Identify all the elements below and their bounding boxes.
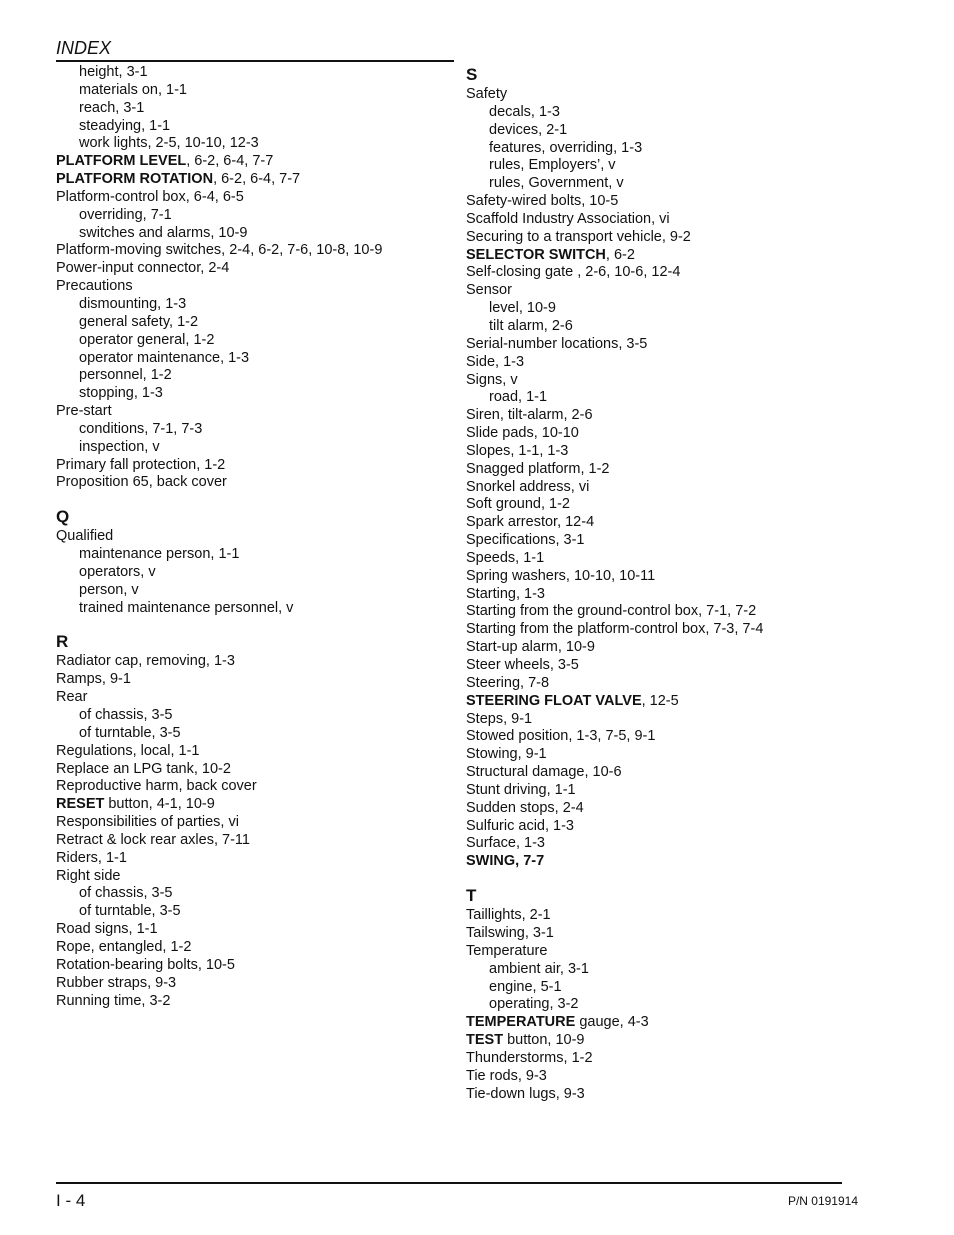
- index-subentry: rules, Government, v: [489, 175, 624, 192]
- index-entry: Rear: [56, 689, 88, 706]
- index-subentry: personnel, 1-2: [79, 367, 172, 384]
- page-number: I - 4: [56, 1191, 86, 1210]
- index-entry-keyword: TEST: [466, 1032, 504, 1049]
- index-subentry: of turntable, 3-5: [79, 724, 181, 741]
- index-entry: Signs, v: [466, 371, 518, 388]
- index-entry: Temperature: [466, 942, 548, 959]
- index-entry: Snorkel address, vi: [466, 478, 590, 495]
- index-entry: Tie rods, 9-3: [466, 1067, 547, 1084]
- index-subentry: maintenance person, 1-1: [79, 546, 240, 563]
- index-entry: Primary fall protection, 1-2: [56, 456, 226, 473]
- index-entry-pages: gauge, 4-3: [575, 1014, 649, 1031]
- index-entry: Steer wheels, 3-5: [466, 657, 579, 673]
- index-subentry: reach, 3-1: [79, 99, 145, 116]
- index-letter-heading: T: [466, 886, 477, 906]
- index-entry: Tailswing, 3-1: [466, 924, 554, 941]
- index-entry-pages: button, 10-9: [503, 1032, 585, 1049]
- index-entry: Safety-wired bolts, 10-5: [466, 193, 619, 210]
- index-entry: [56, 153, 451, 171]
- header-divider: [56, 60, 454, 62]
- index-entry-pages: , 12-5: [641, 692, 679, 709]
- index-entry: Safety: [466, 86, 508, 102]
- index-entry: Structural damage, 10-6: [466, 764, 622, 781]
- index-entry: [466, 247, 866, 265]
- index-entry-pages: button, 4-1, 10-9: [104, 796, 215, 813]
- index-subentry: stopping, 1-3: [79, 385, 163, 402]
- page-header-title: INDEX: [56, 38, 112, 58]
- index-column-left: [56, 64, 451, 1010]
- index-entry: Road signs, 1-1: [56, 921, 158, 938]
- index-entry: Spark arrestor, 12-4: [466, 514, 595, 531]
- index-entry: [56, 171, 451, 189]
- index-subentry: materials on, 1-1: [79, 81, 187, 98]
- index-entry: Side, 1-3: [466, 353, 525, 370]
- index-entry: Starting from the platform-control box, 7-3, 7-4: [466, 621, 764, 638]
- index-subentry: road, 1-1: [489, 389, 548, 406]
- index-subentry: overriding, 7-1: [79, 206, 172, 223]
- index-entry: Specifications, 3-1: [466, 532, 585, 549]
- index-subentry: of turntable, 3-5: [79, 903, 181, 920]
- index-entry: Speeds, 1-1: [466, 549, 545, 566]
- index-column-right: [466, 64, 866, 1103]
- index-subentry: dismounting, 1-3: [79, 295, 187, 312]
- index-entry: Siren, tilt-alarm, 2-6: [466, 407, 593, 424]
- index-entry: [466, 693, 866, 711]
- index-subentry: general safety, 1-2: [79, 313, 199, 330]
- index-subentry: person, v: [79, 581, 139, 598]
- index-subentry: features, overriding, 1-3: [489, 139, 643, 156]
- index-subentry: operating, 3-2: [489, 996, 579, 1013]
- index-entry: Stunt driving, 1-1: [466, 781, 576, 798]
- index-entry: Stowed position, 1-3, 7-5, 9-1: [466, 728, 656, 745]
- index-entry: Reproductive harm, back cover: [56, 778, 257, 795]
- index-entry: Soft ground, 1-2: [466, 496, 570, 513]
- index-entry: [56, 796, 451, 814]
- index-subentry: trained maintenance personnel, v: [79, 599, 294, 616]
- index-entry: Thunderstorms, 1-2: [466, 1049, 593, 1066]
- index-entry: Serial-number locations, 3-5: [466, 335, 648, 352]
- index-entry: Rotation-bearing bolts, 10-5: [56, 956, 235, 973]
- index-entry: Regulations, local, 1-1: [56, 742, 200, 759]
- index-entry: Spring washers, 10-10, 10-11: [466, 567, 656, 584]
- index-entry: [466, 853, 866, 871]
- index-subentry: devices, 2-1: [489, 121, 568, 138]
- index-subentry: steadying, 1-1: [79, 117, 171, 134]
- index-entry-pages: , 6-2: [605, 246, 635, 263]
- index-subentry: ambient air, 3-1: [489, 960, 589, 977]
- index-entry: Pre-start: [56, 403, 112, 420]
- index-entry: Radiator cap, removing, 1-3: [56, 653, 235, 670]
- index-subentry: engine, 5-1: [489, 978, 562, 995]
- index-subentry: work lights, 2-5, 10-10, 12-3: [79, 135, 259, 152]
- index-subentry: conditions, 7-1, 7-3: [79, 420, 203, 437]
- part-number: P/N 0191914: [787, 1194, 858, 1208]
- index-entry: Rope, entangled, 1-2: [56, 938, 192, 955]
- index-entry: Responsibilities of parties, vi: [56, 814, 239, 831]
- index-entry: Proposition 65, back cover: [56, 474, 227, 491]
- index-entry-keyword: TEMPERATURE: [466, 1014, 576, 1031]
- index-entry: Sensor: [466, 282, 512, 299]
- index-entry: Securing to a transport vehicle, 9-2: [466, 228, 691, 245]
- index-letter-heading: S: [466, 65, 478, 84]
- index-entry: Self-closing gate , 2-6, 10-6, 12-4: [466, 264, 681, 281]
- index-entry: Steering, 7-8: [466, 674, 550, 691]
- footer-divider: [56, 1182, 842, 1184]
- index-entry: Running time, 3-2: [56, 992, 171, 1009]
- index-entry: Snagged platform, 1-2: [466, 460, 610, 477]
- index-entry: Slide pads, 10-10: [466, 425, 579, 442]
- index-entry-pages: , 6-2, 6-4, 7-7: [186, 153, 274, 170]
- index-entry: Start-up alarm, 10-9: [466, 639, 595, 656]
- index-entry: Riders, 1-1: [56, 849, 127, 866]
- index-entry: Slopes, 1-1, 1-3: [466, 442, 569, 459]
- index-entry: Power-input connector, 2-4: [56, 260, 230, 277]
- index-entry: [466, 1032, 866, 1050]
- index-entry-keyword: SWING, 7-7: [466, 853, 545, 870]
- index-letter-heading: R: [56, 632, 69, 652]
- index-subentry: of chassis, 3-5: [79, 707, 173, 723]
- index-entry: Ramps, 9-1: [56, 671, 131, 688]
- index-entry: Steps, 9-1: [466, 710, 533, 727]
- index-entry-keyword: RESET: [56, 796, 105, 813]
- index-entry: Scaffold Industry Association, vi: [466, 210, 670, 227]
- index-entry: Tie-down lugs, 9-3: [466, 1085, 585, 1102]
- index-entry: Platform-control box, 6-4, 6-5: [56, 188, 244, 205]
- index-entry: Qualified: [56, 528, 114, 545]
- index-subentry: operator maintenance, 1-3: [79, 349, 250, 366]
- index-entry-keyword: SELECTOR SWITCH: [466, 246, 606, 263]
- index-entry-keyword: PLATFORM ROTATION: [56, 171, 214, 188]
- index-subentry: decals, 1-3: [489, 103, 560, 120]
- index-subentry: height, 3-1: [79, 64, 148, 80]
- index-subentry: tilt alarm, 2-6: [489, 317, 573, 334]
- index-entry: Retract & lock rear axles, 7-11: [56, 831, 250, 848]
- index-entry: Sudden stops, 2-4: [466, 799, 584, 816]
- index-subentry: operator general, 1-2: [79, 331, 215, 348]
- index-subentry: inspection, v: [79, 438, 160, 455]
- index-entry: Taillights, 2-1: [466, 907, 551, 924]
- index-entry: Rubber straps, 9-3: [56, 974, 177, 991]
- index-entry: Surface, 1-3: [466, 835, 545, 852]
- index-entry: Stowing, 9-1: [466, 746, 547, 763]
- index-subentry: operators, v: [79, 563, 156, 580]
- index-entry-pages: , 6-2, 6-4, 7-7: [213, 171, 301, 188]
- index-subentry: level, 10-9: [489, 300, 556, 317]
- index-entry-keyword: STEERING FLOAT VALVE: [466, 692, 642, 709]
- index-entry-keyword: PLATFORM LEVEL: [56, 153, 187, 170]
- index-entry: Sulfuric acid, 1-3: [466, 817, 574, 834]
- index-entry: Platform-moving switches, 2-4, 6-2, 7-6, 10-8, 10-9: [56, 242, 383, 259]
- index-entry: Replace an LPG tank, 10-2: [56, 760, 231, 777]
- index-subentry: of chassis, 3-5: [79, 885, 173, 902]
- index-subentry: rules, Employers’, v: [489, 157, 616, 174]
- index-entry: Starting from the ground-control box, 7-1, 7-2: [466, 603, 757, 620]
- index-entry: [466, 1014, 866, 1032]
- index-letter-heading: Q: [56, 507, 70, 527]
- index-entry: Right side: [56, 867, 121, 884]
- index-subentry: switches and alarms, 10-9: [79, 224, 248, 241]
- index-entry: Starting, 1-3: [466, 585, 545, 602]
- index-entry: Precautions: [56, 278, 133, 295]
